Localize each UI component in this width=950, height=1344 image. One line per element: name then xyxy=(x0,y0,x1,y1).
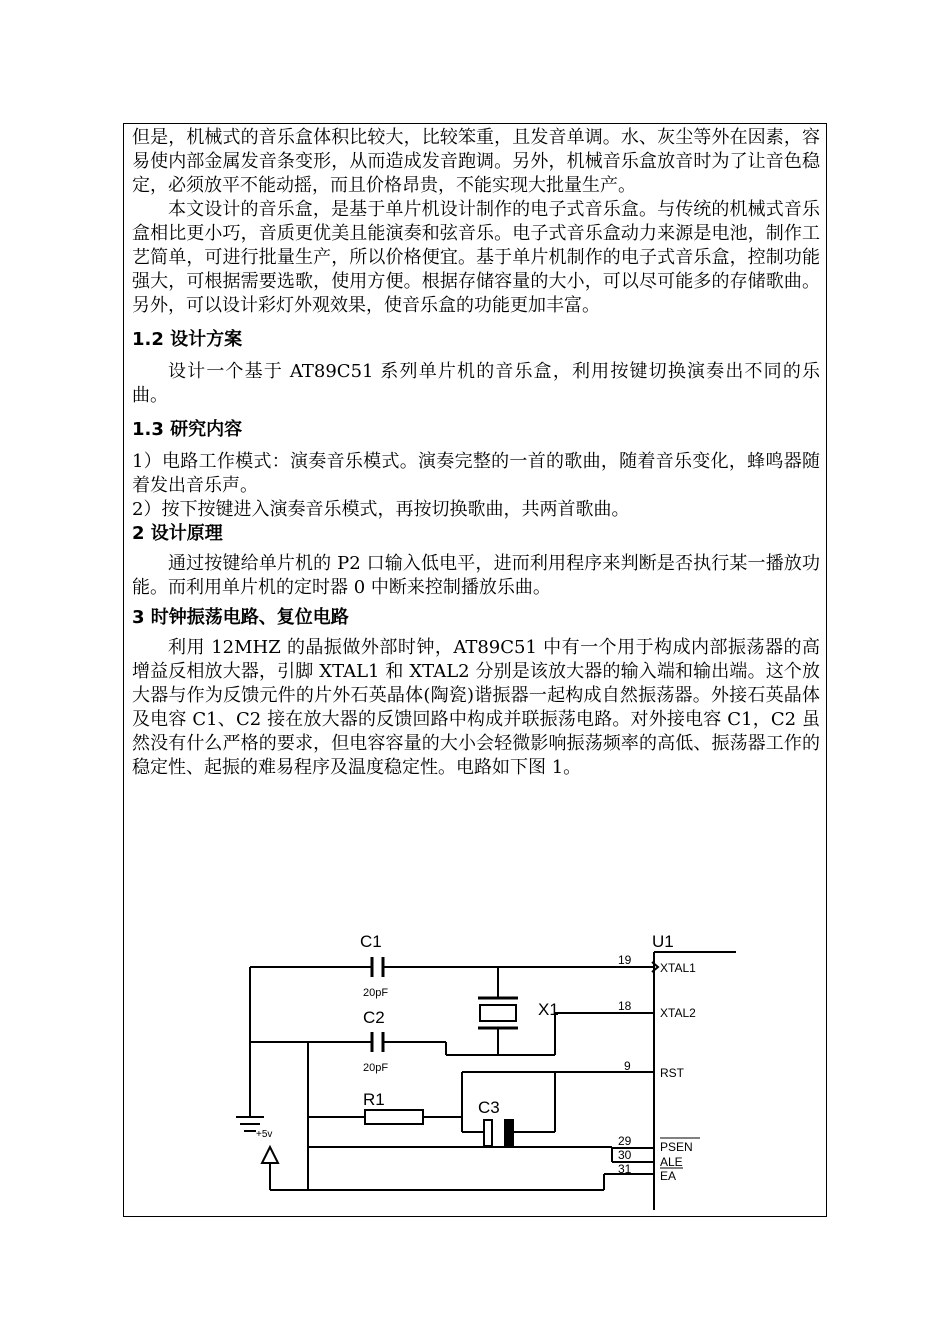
pin-num-rst: 9 xyxy=(624,1059,631,1073)
document-body xyxy=(132,126,820,780)
section-1-3-item-2: 2）按下按键进入演奏音乐模式，再按切换歌曲，共两首歌曲。 xyxy=(132,499,630,520)
section-3-title: 3 时钟振荡电路、复位电路 xyxy=(132,607,349,628)
pin-name-ea: EA xyxy=(660,1169,677,1183)
section-2-body: 通过按键给单片机的 P2 口输入低电平，进而利用程序来判断是否执行某一播放功能。而利用单片机的定时器 0 中断来控制播放乐曲。 xyxy=(132,553,820,598)
x1-label: X1 xyxy=(538,1000,559,1019)
pin-num-ale: 30 xyxy=(618,1148,632,1162)
r1-resistor xyxy=(365,1110,423,1124)
pin-num-xtal1: 19 xyxy=(618,953,632,967)
section-1-2-body: 设计一个基于 AT89C51 系列单片机的音乐盒，利用按键切换演奏出不同的乐曲。 xyxy=(132,361,820,406)
pin-num-psen: 29 xyxy=(618,1134,632,1148)
u1-label: U1 xyxy=(652,932,674,951)
pin-name-xtal1: XTAL1 xyxy=(660,961,696,975)
clock-reset-circuit-diagram xyxy=(200,925,760,1215)
c2-value: 20pF xyxy=(363,1062,389,1074)
c1-label: C1 xyxy=(360,932,382,951)
section-1-3-title: 1.3 研究内容 xyxy=(132,419,243,440)
pin-name-xtal2: XTAL2 xyxy=(660,1006,696,1020)
pin-name-rst: RST xyxy=(660,1066,684,1080)
c1-value: 20pF xyxy=(363,987,389,999)
paragraph-intro-2: 本文设计的音乐盒，是基于单片机设计制作的电子式音乐盒。与传统的机械式音乐盒相比更小巧，音质更优美且能演奏和弦音乐。电子式音乐盒动力来源是电池，制作工艺简单，可进行批量生产，所以价格便宜。基于单片机制作的电子式音乐盒，控制功能强大，可根据需要选歌，使用方便。根据存储容量的大小，可以尽可能多的存储歌曲。另外，可以设计彩灯外观效果，使音乐盒的功能更加丰富。 xyxy=(132,199,820,316)
vcc-arrow-icon xyxy=(262,1147,278,1163)
pin-num-ea: 31 xyxy=(618,1162,632,1176)
pin-name-ale: ALE xyxy=(660,1155,683,1169)
paragraph-intro-continued: 但是，机械式的音乐盒体积比较大，比较笨重，且发音单调。水、灰尘等外在因素，容易使内部金属发音条变形，从而造成发音跑调。另外，机械音乐盒放音时为了让音色稳定，必须放平不能动摇，而且价格昂贵，不能实现大批量生产。 xyxy=(132,127,820,196)
section-2-title: 2 设计原理 xyxy=(132,523,223,544)
pin-name-psen: PSEN xyxy=(660,1140,693,1154)
c3-plate-hollow xyxy=(484,1120,492,1146)
section-1-2-title: 1.2 设计方案 xyxy=(132,329,243,350)
c3-plate-filled xyxy=(505,1120,513,1146)
supply-label: +5v xyxy=(256,1129,273,1140)
c3-label: C3 xyxy=(478,1098,500,1117)
x1-crystal-body xyxy=(480,1005,516,1021)
pin-num-xtal2: 18 xyxy=(618,999,632,1013)
section-1-3-item-1: 1）电路工作模式：演奏音乐模式。演奏完整的一首的歌曲，随着音乐变化，蜂鸣器随着发出音乐声。 xyxy=(132,451,820,496)
c2-label: C2 xyxy=(363,1008,385,1027)
r1-label: R1 xyxy=(363,1090,385,1109)
section-3-body: 利用 12MHZ 的晶振做外部时钟，AT89C51 中有一个用于构成内部振荡器的高增益反相放大器，引脚 XTAL1 和 XTAL2 分别是该放大器的输入端和输出端。这个放大器与作为反馈元件的片外石英晶体(陶瓷)谐振器一起构成自然振荡器。外接石英晶体及电容 C1、C2 接在放大器的反馈回路中构成并联振荡电路。对外接电容 C1，C2 虽然没有什么严格的要求，但电容容量的大小会轻微影响振荡频率的高低、振荡器工作的稳定性、起振的难易程序及温度稳定性。电路如下图 1。 xyxy=(132,637,820,778)
